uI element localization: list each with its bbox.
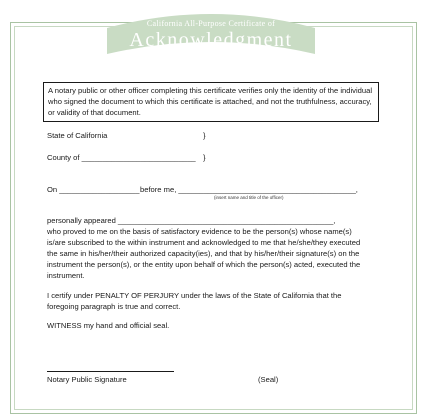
date-field[interactable]: On ___________________ [47, 185, 140, 194]
county-line[interactable]: County of ___________________________ [47, 153, 196, 162]
state-label: State of California [47, 131, 108, 140]
state-brace: } [203, 131, 206, 140]
officer-caption: (insert name and title of the officer) [214, 195, 284, 200]
signature-line[interactable] [47, 371, 174, 372]
seal-label: (Seal) [258, 375, 279, 384]
appeared-field[interactable]: personally appeared ___________________________________________________, [47, 216, 336, 225]
body-paragraph: who proved to me on the basis of satisfactory evidence to be the person(s) whose name(s) is/are subscribed to the within instrument and acknowledged to me that he/she/they executed the same in his/her/their authorized capacity(ies), and that by his/her/their signature(s) on the instrument the person(s), or the entity upon behalf of which the person(s) acted, executed the instrument. [47, 227, 361, 280]
banner-subtitle: California All-Purpose Certificate of [146, 19, 276, 28]
state-line [47, 131, 107, 140]
notice-box: A notary public or other officer completing this certificate verifies only the identity of the individual who signed the document to which this certificate is attached, and not the truthfulness, accuracy, or validity of that document. [43, 82, 379, 122]
banner-title: Acknowledgment [129, 29, 293, 51]
title-banner [105, 4, 317, 56]
witness-line: WITNESS my hand and official seal. [47, 321, 170, 330]
officer-name-field[interactable]: before me, __________________________________________, [140, 185, 358, 194]
signature-label: Notary Public Signature [47, 375, 127, 384]
county-brace: } [203, 153, 206, 162]
perjury-paragraph: I certify under PENALTY OF PERJURY under the laws of the State of California that the foregoing paragraph is true and correct. [47, 291, 342, 311]
